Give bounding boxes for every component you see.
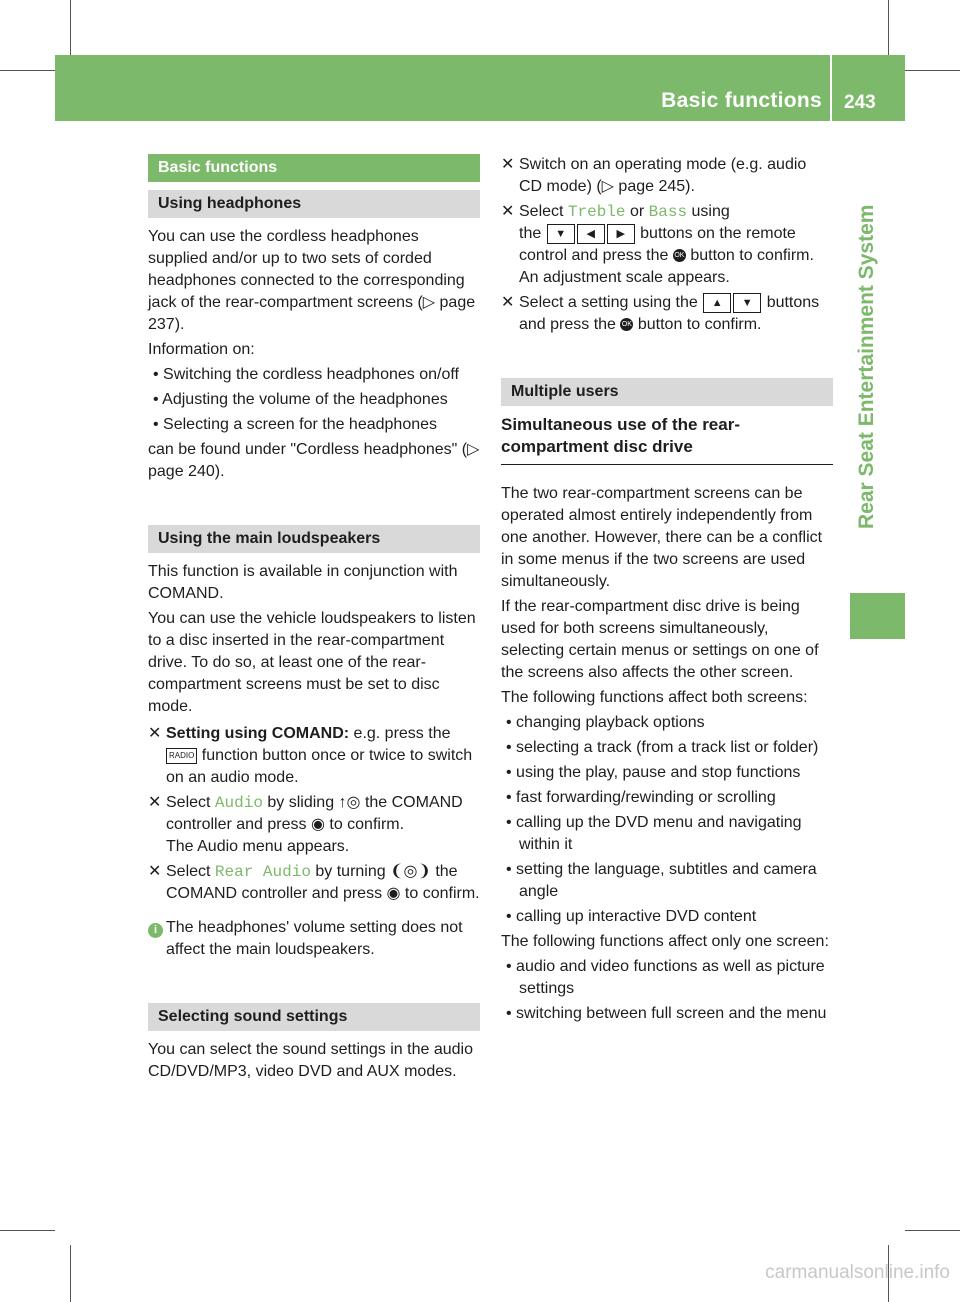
sound-settings-heading: Selecting sound settings bbox=[148, 1003, 480, 1031]
side-tab-marker bbox=[850, 593, 905, 639]
step-arrow-icon: ✕ bbox=[501, 203, 515, 220]
left-key-icon: ◀ bbox=[577, 224, 605, 244]
crop-mark bbox=[70, 1245, 71, 1302]
footer-watermark: carmanualsonline.info bbox=[765, 1262, 950, 1283]
ok-button-icon: OK bbox=[620, 318, 633, 331]
page-number: 243 bbox=[844, 92, 876, 113]
list-item: • calling up the DVD menu and navigating within it bbox=[506, 814, 802, 853]
crop-mark bbox=[0, 70, 55, 71]
info-note: i The headphones' volume setting does not affect the main loudspeakers. bbox=[148, 917, 480, 961]
crop-mark bbox=[905, 1230, 960, 1231]
step-result: An adjustment scale appears. bbox=[519, 269, 730, 286]
instruction-step: ✕ Select Audio by sliding ↑◎ the COMAND controller and press ◉ to confirm. The Audio menu appears. bbox=[148, 792, 480, 858]
header-divider bbox=[830, 55, 832, 121]
multiple-users-heading: Multiple users bbox=[501, 378, 833, 406]
list-item: • switching between full screen and the menu bbox=[506, 1005, 827, 1022]
right-column bbox=[501, 154, 833, 1025]
crop-mark bbox=[888, 0, 889, 55]
up-key-icon: ▲ bbox=[703, 293, 731, 313]
header-title: Basic functions bbox=[661, 89, 822, 112]
info-icon: i bbox=[148, 920, 163, 942]
list-item: • Switching the cordless headphones on/off bbox=[153, 366, 459, 383]
list-item: • changing playback options bbox=[506, 714, 705, 731]
step-arrow-icon: ✕ bbox=[148, 725, 162, 742]
paragraph: The two rear-compartment screens can be operated almost entirely independently from one another. However, there can be a conflict in some menus if the two screens are used simultaneously. bbox=[501, 485, 823, 590]
list-item: • selecting a track (from a track list or folder) bbox=[506, 739, 819, 756]
paragraph: The following functions affect only one screen: bbox=[501, 933, 829, 950]
side-tab-label: Rear Seat Entertainment System bbox=[855, 204, 878, 529]
step-arrow-icon: ✕ bbox=[501, 294, 515, 311]
crop-mark bbox=[905, 70, 960, 71]
list-item: • setting the language, subtitles and camera angle bbox=[506, 861, 817, 900]
loudspeakers-para-2: You can use the vehicle loudspeakers to listen to a disc inserted in the rear-compartment drive. To do so, at least one of the rear-compartment screens must be set to disc mode. bbox=[148, 610, 476, 715]
ok-button-icon: OK bbox=[673, 249, 686, 262]
list-item: • fast forwarding/rewinding or scrolling bbox=[506, 789, 776, 806]
list-item: • calling up interactive DVD content bbox=[506, 908, 757, 925]
list-item: • Adjusting the volume of the headphones bbox=[153, 391, 448, 408]
section-title: Basic functions bbox=[148, 154, 480, 182]
right-key-icon: ▶ bbox=[607, 224, 635, 244]
page-header bbox=[55, 55, 905, 121]
loudspeakers-para-1: This function is available in conjunction with COMAND. bbox=[148, 563, 458, 602]
crop-mark bbox=[0, 1230, 55, 1231]
radio-button-icon: RADIO bbox=[166, 748, 197, 764]
instruction-step: ✕ Select Treble or Bass using the ▼ ◀ ▶ buttons on the remote control and press the OK button to confirm. An adjustment scale appears. bbox=[501, 201, 833, 289]
down-key-icon: ▼ bbox=[733, 293, 761, 313]
step-arrow-icon: ✕ bbox=[148, 794, 162, 811]
step-result: The Audio menu appears. bbox=[166, 838, 350, 855]
instruction-step: ✕ Select a setting using the ▲ ▼ buttons and press the OK button to confirm. bbox=[501, 294, 820, 333]
found-under-text: can be found under "Cordless headphones" (▷ page 240). bbox=[148, 441, 480, 480]
headphones-heading: Using headphones bbox=[148, 190, 480, 218]
info-on-label: Information on: bbox=[148, 341, 255, 358]
paragraph: If the rear-compartment disc drive is being used for both screens simultaneously, selecting certain menus or settings on one of the screens also affects the other screen. bbox=[501, 598, 819, 681]
list-item: • Selecting a screen for the headphones bbox=[153, 416, 438, 433]
instruction-step: ✕ Select Rear Audio by turning ❨◎❩ the COMAND controller and press ◉ to confirm. bbox=[148, 863, 480, 902]
down-key-icon: ▼ bbox=[547, 224, 575, 244]
left-column bbox=[148, 154, 480, 1083]
crop-mark bbox=[70, 0, 71, 55]
step-arrow-icon: ✕ bbox=[501, 156, 515, 173]
instruction-step: ✕ Setting using COMAND: e.g. press the RADIO function button once or twice to switch on an audio mode. bbox=[148, 725, 473, 786]
simultaneous-use-heading: Simultaneous use of the rear-compartment disc drive bbox=[501, 414, 833, 465]
loudspeakers-heading: Using the main loudspeakers bbox=[148, 525, 480, 553]
paragraph: The following functions affect both screens: bbox=[501, 689, 808, 706]
headphones-intro: You can use the cordless headphones supplied and/or up to two sets of corded headphones connected to the corresponding jack of the rear-compartment screens (▷ page 237). bbox=[148, 228, 476, 333]
list-item: • using the play, pause and stop functions bbox=[506, 764, 801, 781]
list-item: • audio and video functions as well as picture settings bbox=[506, 958, 825, 997]
sound-settings-para: You can select the sound settings in the audio CD/DVD/MP3, video DVD and AUX modes. bbox=[148, 1041, 473, 1080]
step-arrow-icon: ✕ bbox=[148, 863, 162, 880]
instruction-step: ✕ Switch on an operating mode (e.g. audio CD mode) (▷ page 245). bbox=[501, 156, 807, 195]
